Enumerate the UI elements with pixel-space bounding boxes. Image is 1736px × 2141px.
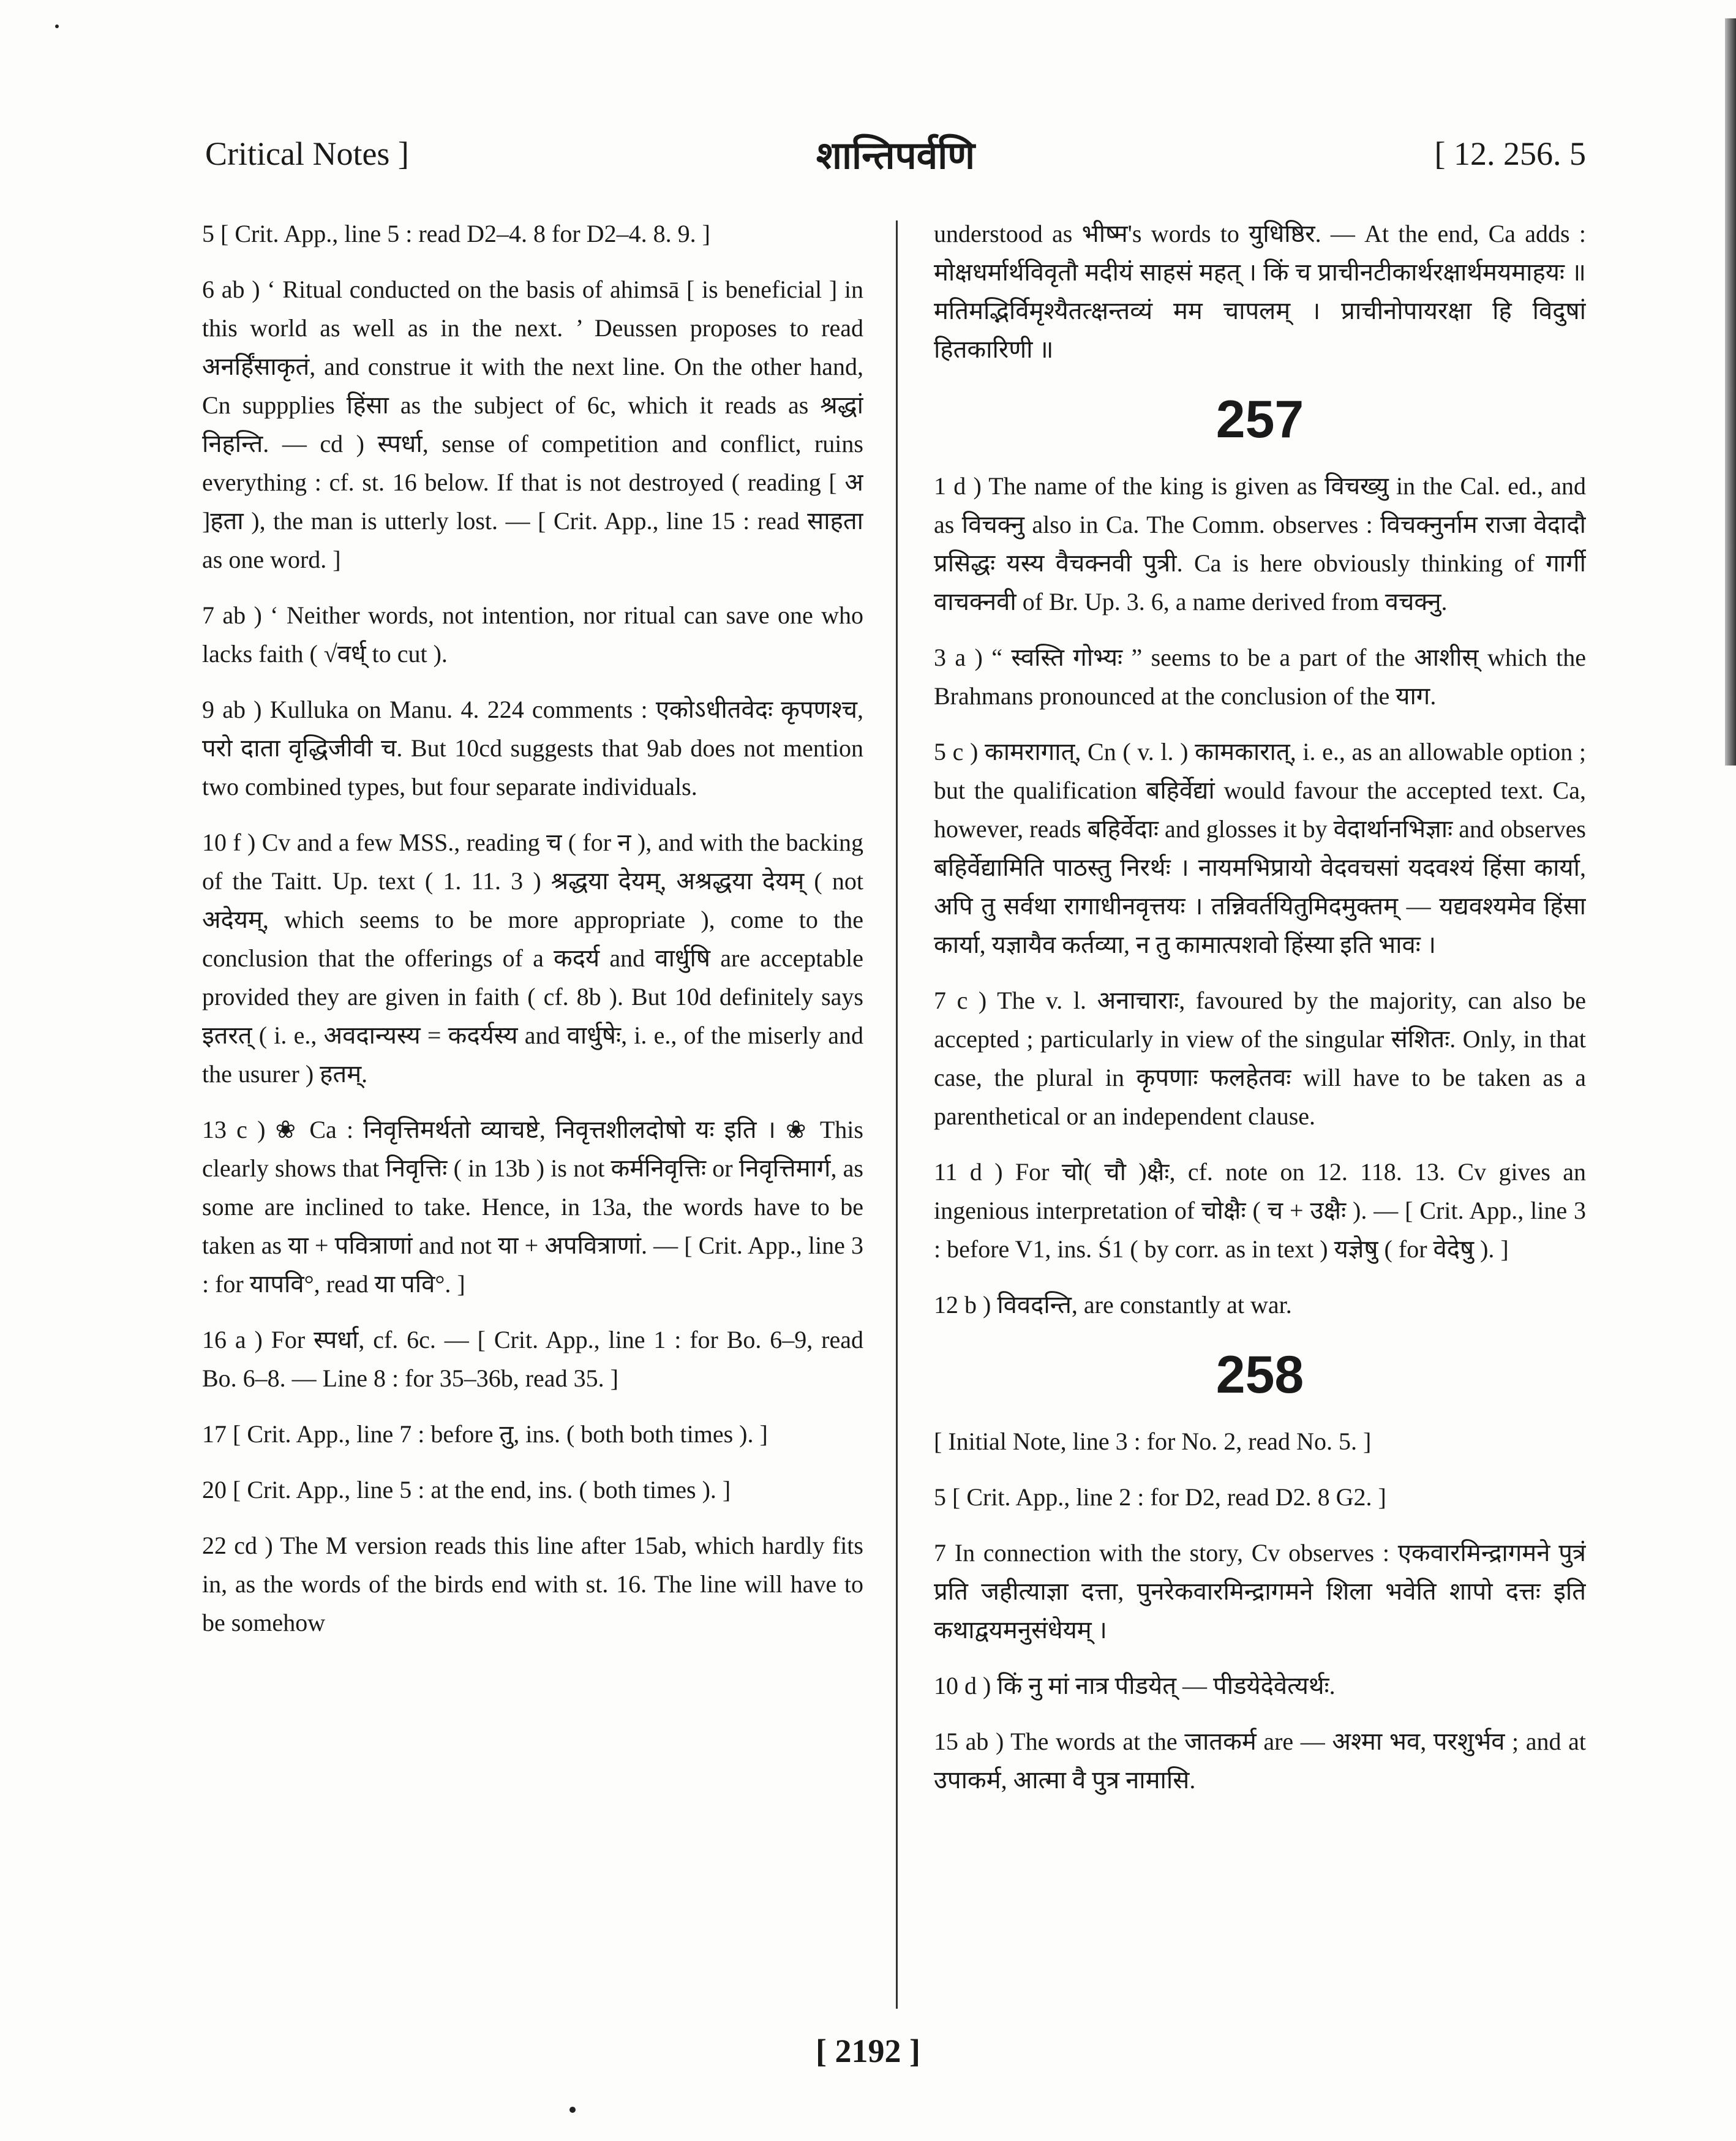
- note: 12 b ) विवदन्ति, are constantly at war.: [934, 1291, 1292, 1319]
- section-number: 258: [1216, 1345, 1304, 1404]
- note: 7 c ) The v. l. अनाचाराः, favoured by the majority, can also be accepted ; particularly in view of the singular संशितः. Only, in that case, the plural in कृपणाः फलहेतवः will have to be taken as a parenthetical or an independent clause.: [934, 987, 1586, 1130]
- note: 11 d ) For चो( चौ )क्षैः, cf. note on 12. 118. 13. Cv gives an ingenious interpretation of चोक्षैः ( च + उक्षैः ). — [ Crit. App., line 3 : before V1, ins. Ś1 ( by corr. as in text ) यज्ञेषु ( for वेदेषु ). ]: [934, 1158, 1586, 1263]
- note: 3 a ) “ स्वस्ति गोभ्यः ” seems to be a part of the आशीस् which the Brahmans pronounced at the conclusion of the याग.: [934, 644, 1586, 710]
- note: 5 [ Crit. App., line 5 : read D2–4. 8 for D2–4. 8. 9. ]: [202, 220, 710, 247]
- section-number: 257: [1216, 390, 1304, 449]
- note: 6 ab ) ‘ Ritual conducted on the basis of ahimsā [ is beneficial ] in this world as well as in the next. ’ Deussen proposes to read अनर्हिंसाकृतं, and construe it with the next line. On the other hand, Cn suppplies हिंसा as the subject of 6c, which it reads as श्रद्धां निहन्ति. — cd ) स्पर्धा, sense of competition and conflict, ruins everything : cf. st. 16 below. If that is not destroyed ( reading [ अ ]हता ), the man is utterly lost. — [ Crit. App., line 15 : read साहता as one word. ]: [202, 276, 863, 573]
- note: 13 c ) ❀ Ca : निवृत्तिमर्थतो व्याचष्टे, निवृत्तशीलदोषो यः इति । ❀ This clearly shows that निवृत्तिः ( in 13b ) is not कर्मनिवृत्तिः or निवृत्तिमार्ग, as some are inclined to take. Hence, in 13a, the words have to be taken as या + पवित्राणां and not या + अपवित्राणां. — [ Crit. App., line 3 : for यापवि°, read या पवि°. ]: [202, 1116, 863, 1298]
- note: 5 c ) कामरागात्, Cn ( v. l. ) कामकारात्, i. e., as an allowable option ; but the qualification बहिर्वेद्यां would favour the accepted text. Ca, however, reads बहिर्वेदाः and glosses it by वेदार्थानभिज्ञाः and observes बहिर्वेद्यामिति पाठस्तु निरर्थः । नायमभिप्रायो वेदवचसां यदवश्यं हिंसा कार्या, अपि तु सर्वथा रागाधीनवृत्तयः । तन्निवर्तयितुमिदमुक्तम् — यद्यवश्यमेव हिंसा कार्या, यज्ञायैव कर्तव्या, न तु कामात्पशवो हिंस्या इति भावः ।: [934, 738, 1586, 958]
- header-right: [ 12. 256. 5: [1434, 135, 1586, 172]
- column-divider: [896, 220, 898, 2009]
- note: 16 a ) For स्पर्धा, cf. 6c. — [ Crit. App., line 1 : for Bo. 6–9, read Bo. 6–8. — Line 8 : for 35–36b, read 35. ]: [202, 1326, 863, 1392]
- note: 15 ab ) The words at the जातकर्म are — अश्मा भव, परशुर्भव ; and at उपाकर्म, आत्मा वै पुत्र नामासि.: [934, 1728, 1586, 1794]
- note: 20 [ Crit. App., line 5 : at the end, ins. ( both times ). ]: [202, 1476, 731, 1503]
- note: 17 [ Crit. App., line 7 : before तु, ins. ( both both times ). ]: [202, 1420, 768, 1448]
- left-column: [202, 214, 863, 2015]
- page-number: [ 2192 ]: [816, 2033, 920, 2069]
- header-center: शान्तिपर्वणि: [816, 133, 975, 178]
- note: 7 ab ) ‘ Neither words, not intention, nor ritual can save one who lacks faith ( √वर्ध् to cut ).: [202, 601, 863, 668]
- note: 10 f ) Cv and a few MSS., reading च ( for न ), and with the backing of the Taitt. Up. text ( 1. 11. 3 ) श्रद्धया देयम्, अश्रद्धया देयम् ( not अदेयम्, which seems to be more appropriate ), come to the conclusion that the offerings of a कदर्य and वार्धुषि are acceptable provided they are given in faith ( cf. 8b ). But 10d definitely says इतरत् ( i. e., अवदान्यस्य = कदर्यस्य and वार्धुषेः, i. e., of the miserly and the usurer ) हतम्.: [202, 829, 863, 1088]
- note: 22 cd ) The M version reads this line after 15ab, which hardly fits in, as the words of the birds end with st. 16. The line will have to be somehow: [202, 1532, 863, 1636]
- right-column: [934, 214, 1586, 2015]
- scan-edge-shadow: [1725, 18, 1736, 766]
- note: [ Initial Note, line 3 : for No. 2, read No. 5. ]: [934, 1428, 1372, 1455]
- scan-speck: [569, 2107, 576, 2113]
- note: 9 ab ) Kulluka on Manu. 4. 224 comments : एकोऽधीतवेदः कृपणश्च, परो दाता वृद्धिजीवी च. But 10cd suggests that 9ab does not mention two combined types, but four separate individuals.: [202, 696, 863, 800]
- scan-speck: [55, 24, 59, 28]
- note: 10 d ) किं नु मां नात्र पीडयेत् — पीडयेदेवेत्यर्थः.: [934, 1672, 1336, 1699]
- note: 1 d ) The name of the king is given as विचख्यु in the Cal. ed., and as विचक्नु also in Ca. The Comm. observes : विचक्नुर्नाम राजा वेदादौ प्रसिद्धः यस्य वैचक्नवी पुत्री. Ca is here obviously thinking of गार्गी वाचक्नवी of Br. Up. 3. 6, a name derived from वचक्नु.: [934, 472, 1586, 615]
- note-continued: understood as भीष्म's words to युधिष्ठिर. — At the end, Ca adds : मोक्षधर्मार्थविवृतौ मदीयं साहसं महत् । किं च प्राचीनटीकार्थरक्षार्थमयमाहयः ॥ मतिमद्भिर्विमृश्यैतत्क्षन्तव्यं मम चापलम् । प्राचीनोपायरक्षा हि विदुषां हितकारिणी ॥: [934, 220, 1586, 363]
- note: 7 In connection with the story, Cv observes : एकवारमिन्द्रागमने पुत्रं प्रति जहीत्याज्ञा दत्ता, पुनरेकवारमिन्द्रागमने शिला भवेति शापो दत्तः इति कथाद्वयमनुसंधेयम् ।: [934, 1539, 1586, 1644]
- note: 5 [ Crit. App., line 2 : for D2, read D2. 8 G2. ]: [934, 1483, 1386, 1511]
- header-left: Critical Notes ]: [205, 135, 409, 172]
- running-header: [205, 129, 1586, 202]
